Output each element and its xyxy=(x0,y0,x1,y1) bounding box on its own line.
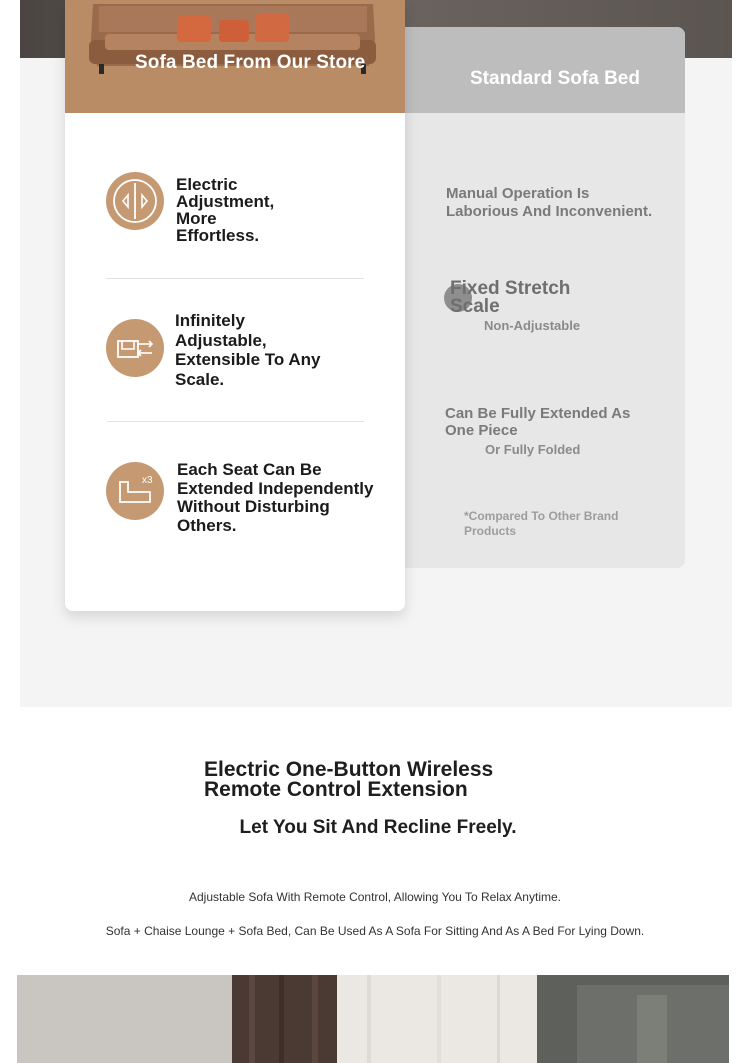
standard-fixed-sub: Non-Adjustable xyxy=(484,318,581,333)
promo-subtitle: Let You Sit And Recline Freely. xyxy=(239,817,517,838)
electric-adjust-icon xyxy=(106,172,164,230)
svg-text:x3: x3 xyxy=(142,475,153,486)
seat-x3-icon xyxy=(106,462,164,520)
feature-divider xyxy=(107,421,364,422)
standard-sofa-title: Standard Sofa Bed xyxy=(470,68,640,89)
our-sofa-title: Sofa Bed From Our Store xyxy=(135,52,366,73)
stretch-adjust-icon xyxy=(106,319,164,377)
promo-title: Electric One-Button Wireless Remote Control Extension xyxy=(204,758,494,801)
standard-extend-text: Can Be Fully Extended As One Piece xyxy=(445,405,631,439)
feature-divider xyxy=(106,278,364,279)
feature-independent-text: Each Seat Can Be Extended Independently Without Disturbing Others. xyxy=(177,460,374,535)
feature-adjustable-text: Infinitely Adjustable, Extensible To Any Scale. xyxy=(175,311,321,389)
promo-line-2: Sofa + Chaise Lounge + Sofa Bed, Can Be Used As A Sofa For Sitting And As A Bed For Lying Down. xyxy=(105,924,645,938)
standard-extend-sub: Or Fully Folded xyxy=(485,442,581,457)
standard-fixed-text: Fixed Stretch Scale xyxy=(450,278,571,317)
standard-manual-text: Manual Operation Is Laborious And Inconvenient. xyxy=(446,185,653,220)
comparison-footnote: *Compared To Other Brand Products xyxy=(464,509,619,538)
room-photo xyxy=(17,975,729,1063)
promo-line-1: Adjustable Sofa With Remote Control, Allowing You To Relax Anytime. xyxy=(189,890,561,904)
feature-electric-text: Electric Adjustment, More Effortless. xyxy=(176,175,275,245)
